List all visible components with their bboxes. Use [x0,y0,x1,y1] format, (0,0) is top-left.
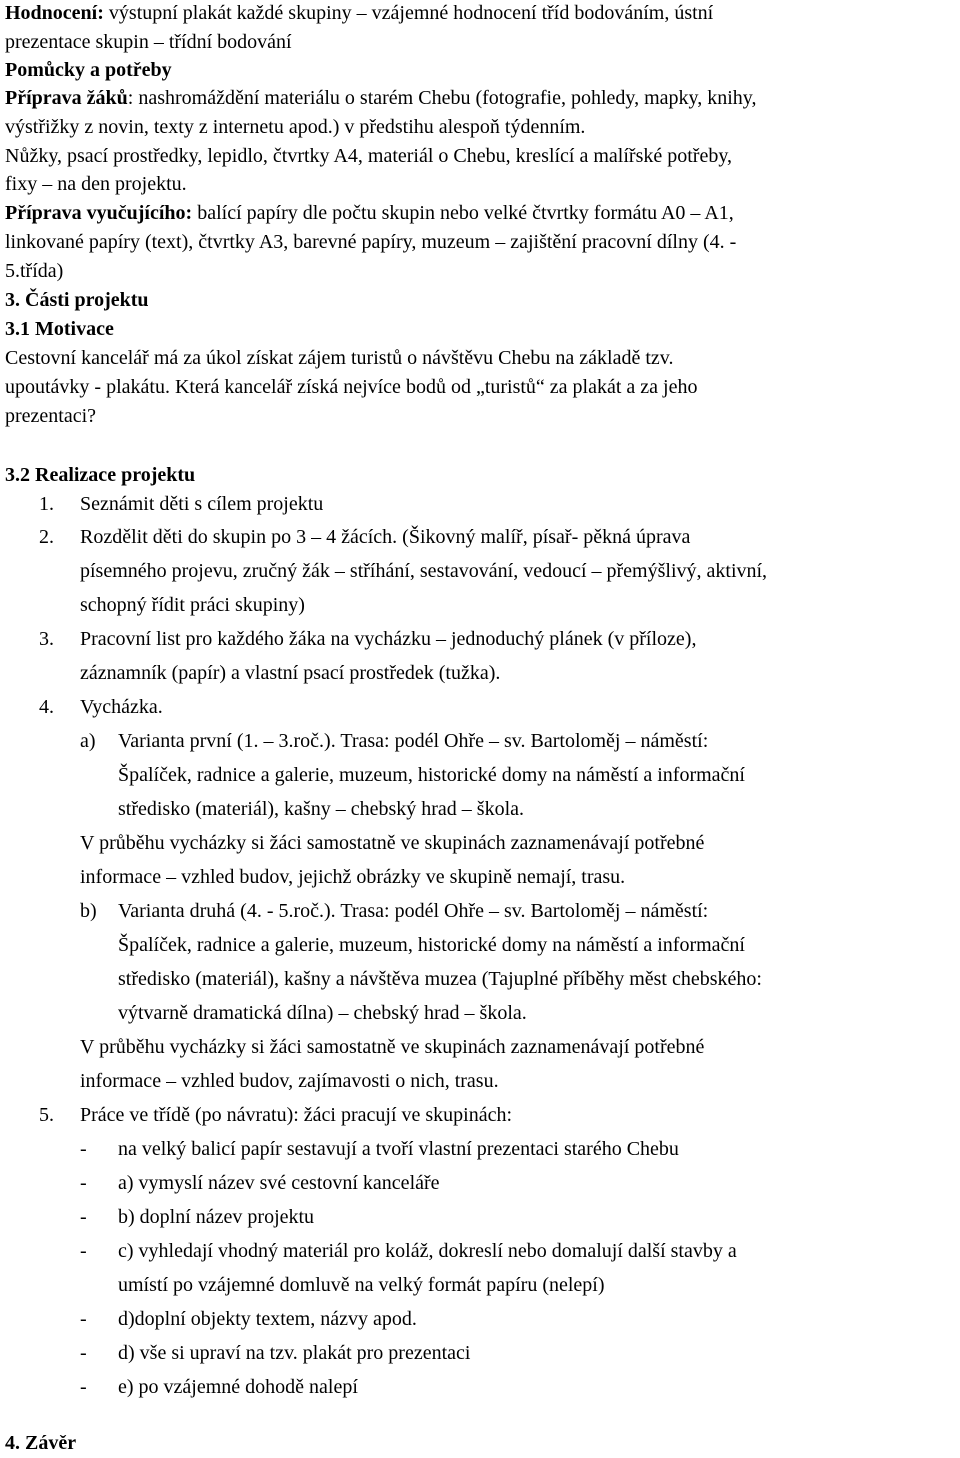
priprava-vyuc-line-1: Příprava vyučujícího: balící papíry dle počtu skupin nebo velké čtvrtky formátu A0 – A1, [5,202,734,224]
task-4-line-2: umístí po vzájemné domluvě na velký formát papíru (nelepí) [118,1274,605,1296]
item-2-line-3: schopný řídit práci skupiny) [80,594,305,616]
motivace-line-1: Cestovní kancelář má za úkol získat zájem turistů o návštěvu Chebu na základě tzv. [5,347,674,369]
variant-b-note-1: V průběhu vycházky si žáci samostatně ve skupinách zaznamenávají potřebné [80,1036,705,1058]
motivace-line-2: upoutávky - plakátu. Která kancelář získá nejvíce bodů od „turistů“ za plakát a za jeho [5,376,698,398]
casti-heading: 3. Části projektu [5,289,149,311]
variant-b-line-4: výtvarně dramatická dílna) – chebský hrad – škola. [118,1002,527,1024]
zaver-heading: 4. Závěr [5,1432,77,1454]
motivace-heading: 3.1 Motivace [5,318,114,340]
variant-a-line-1: Varianta první (1. – 3.roč.). Trasa: podél Ohře – sv. Bartoloměj – náměstí: [118,730,709,752]
variant-a-line-2: Špalíček, radnice a galerie, muzeum, historické domy na náměstí a informační [118,764,745,786]
hodnoceni-label: Hodnocení: [5,2,104,24]
item-1-text: Seznámit děti s cílem projektu [80,493,324,515]
variant-a-letter: a) [80,730,96,752]
hodnoceni-line-1 [5,0,713,26]
variant-b-letter: b) [80,900,97,922]
task-1: na velký balicí papír sestavují a tvoří vlastní prezentaci starého Chebu [118,1138,679,1160]
variant-b-line-3: středisko (materiál), kašny a návštěva muzea (Tajuplné příběhy měst chebského: [118,968,762,990]
item-1-number: 1. [39,493,54,515]
motivace-line-3: prezentaci? [5,405,97,427]
priprava-vyuc-line-3: 5.třída) [5,260,64,282]
bullet-dash: - [80,1240,87,1262]
hodnoceni-text: výstupní plakát každé skupiny – vzájemné hodnocení tříd bodováním, ústní [103,2,714,24]
item-3-number: 3. [39,628,54,650]
bullet-dash: - [80,1376,87,1398]
task-5: d)doplní objekty textem, názvy apod. [118,1308,417,1330]
hodnoceni-line-2: prezentace skupin – třídní bodování [5,31,292,53]
priprava-zaku-line-2: výstřižky z novin, texty z internetu apod.) v předstihu alespoň týdenním. [5,116,586,138]
item-4-number: 4. [39,696,54,718]
priprava-zaku-line-4: fixy – na den projektu. [5,173,187,195]
bullet-dash: - [80,1342,87,1364]
item-2-line-2: písemného projevu, zručný žák – stříhání, sestavování, vedoucí – přemýšlivý, aktivní, [80,560,768,582]
priprava-vyuc-line-2: linkované papíry (text), čtvrtky A3, barevné papíry, muzeum – zajištění pracovní dílny (4. - [5,231,737,253]
bullet-dash: - [80,1206,87,1228]
variant-b-line-1: Varianta druhá (4. - 5.roč.). Trasa: podél Ohře – sv. Bartoloměj – náměstí: [118,900,709,922]
priprava-zaku-line-3: Nůžky, psací prostředky, lepidlo, čtvrtky A4, materiál o Chebu, kreslící a malířské potřeby, [5,145,733,167]
task-2: a) vymyslí název své cestovní kanceláře [118,1172,440,1194]
task-3: b) doplní název projektu [118,1206,315,1228]
task-7: e) po vzájemné dohodě nalepí [118,1376,358,1398]
bullet-dash: - [80,1172,87,1194]
priprava-vyuc-label: Příprava vyučujícího: [5,202,193,224]
variant-b-line-2: Špalíček, radnice a galerie, muzeum, historické domy na náměstí a informační [118,934,745,956]
variant-a-note-2: informace – vzhled budov, jejichž obrázky ve skupině nemají, trasu. [80,866,626,888]
bullet-dash: - [80,1138,87,1160]
pomucky-heading: Pomůcky a potřeby [5,59,172,81]
task-4-line-1: c) vyhledají vhodný materiál pro koláž, dokreslí nebo domalují další stavby a [118,1240,737,1262]
priprava-zaku-label: Příprava žáků [5,87,128,109]
bullet-dash: - [80,1308,87,1330]
item-4-text: Vycházka. [80,696,163,718]
item-5-text: Práce ve třídě (po návratu): žáci pracují ve skupinách: [80,1104,513,1126]
item-2-number: 2. [39,526,54,548]
variant-b-note-2: informace – vzhled budov, zajímavosti o nich, trasu. [80,1070,499,1092]
item-5-number: 5. [39,1104,54,1126]
item-3-line-2: záznamník (papír) a vlastní psací prostředek (tužka). [80,662,501,684]
realizace-heading: 3.2 Realizace projektu [5,464,196,486]
item-2-line-1: Rozdělit děti do skupin po 3 – 4 žácích. (Šikovný malíř, písař- pěkná úprava [80,526,691,548]
variant-a-line-3: středisko (materiál), kašny – chebský hrad – škola. [118,798,525,820]
task-6: d) vše si upraví na tzv. plakát pro prezentaci [118,1342,471,1364]
item-3-line-1: Pracovní list pro každého žáka na vycházku – jednoduchý plánek (v příloze), [80,628,697,650]
variant-a-note-1: V průběhu vycházky si žáci samostatně ve skupinách zaznamenávají potřebné [80,832,705,854]
priprava-zaku-line-1: Příprava žáků: nashromáždění materiálu o starém Chebu (fotografie, pohledy, mapky, knihy, [5,87,757,109]
